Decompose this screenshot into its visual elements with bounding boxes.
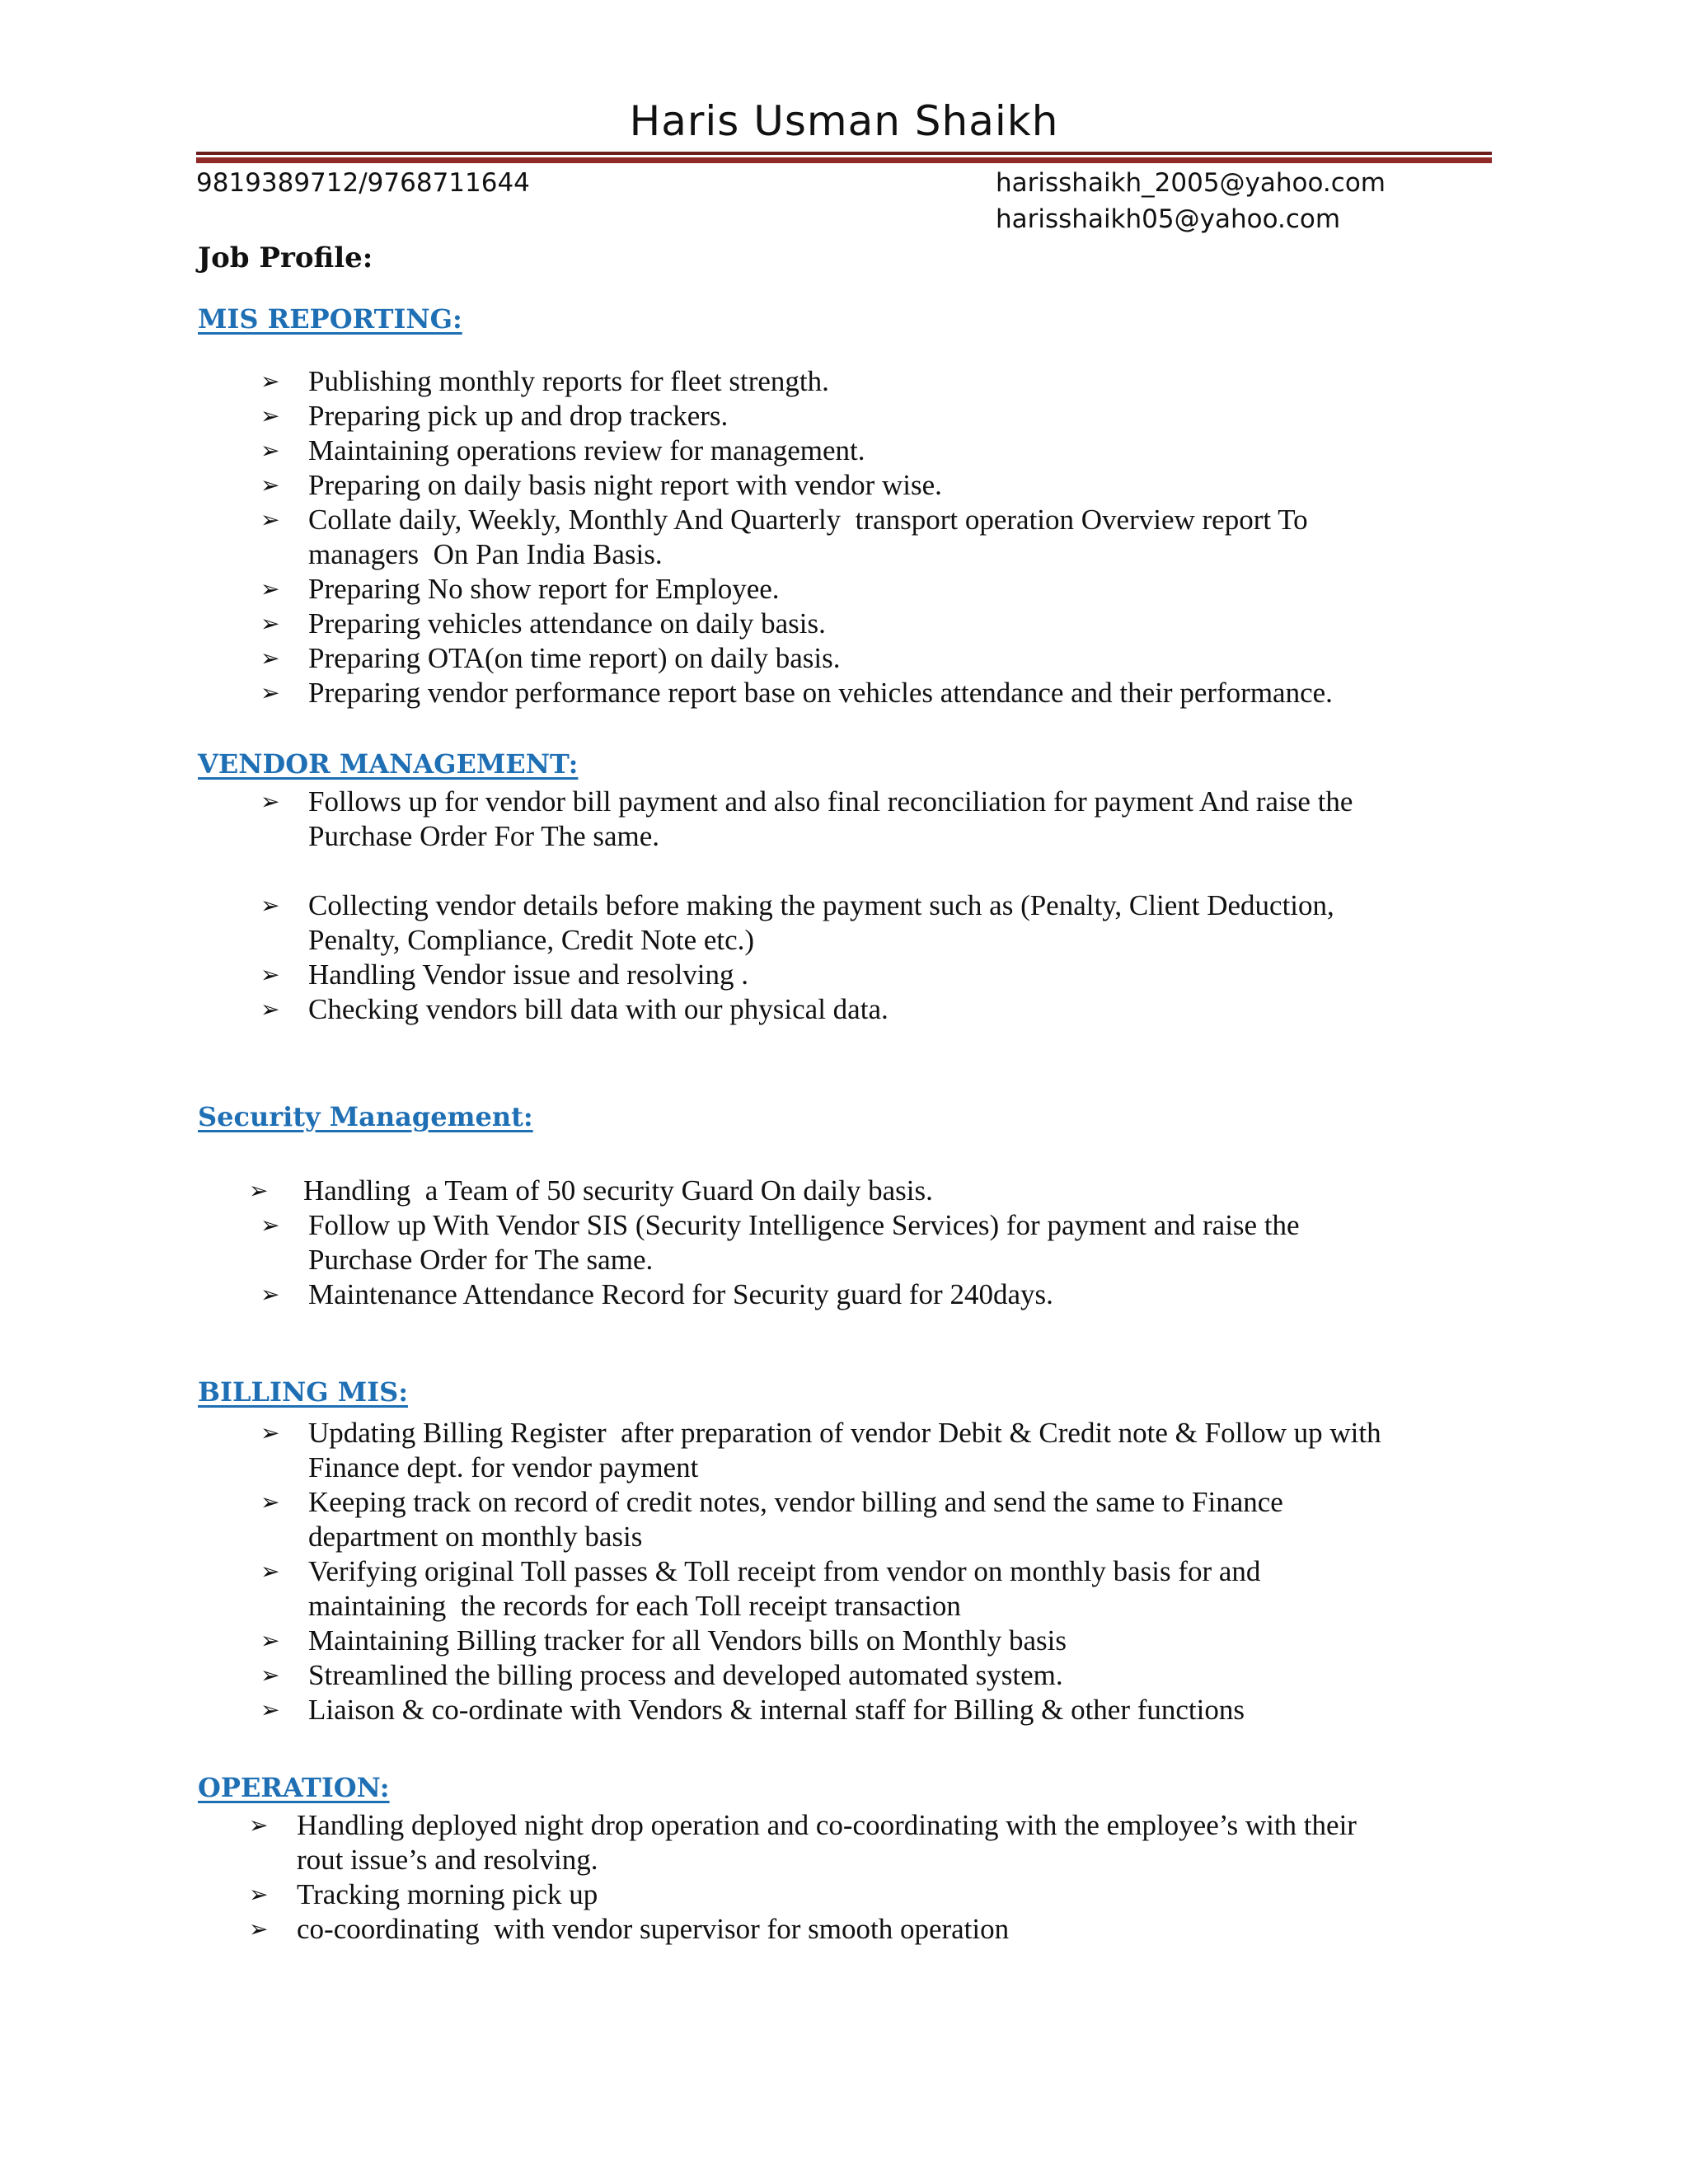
list-item: ➢ Collate daily, Weekly, Monthly And Quarterly transport operation Overview report To managers On Pan India Basis. bbox=[260, 504, 1315, 570]
list-item: ➢ Preparing No show report for Employee. bbox=[260, 573, 780, 605]
list-item: ➢ Handling deployed night drop operation and co-coordinating with the employee’s with their rout issue’s and resolving. bbox=[249, 1809, 1364, 1876]
arrowhead-bullet-icon: ➢ bbox=[260, 575, 280, 602]
arrowhead-bullet-icon: ➢ bbox=[260, 1696, 280, 1723]
section-title-mis-reporting: MIS REPORTING: bbox=[198, 303, 462, 335]
arrowhead-bullet-icon: ➢ bbox=[249, 1881, 269, 1908]
divider-thin-line bbox=[196, 152, 1492, 155]
arrowhead-bullet-icon: ➢ bbox=[260, 996, 280, 1023]
arrowhead-bullet-icon: ➢ bbox=[260, 1558, 280, 1585]
operation-list bbox=[196, 1808, 1400, 1947]
list-item: ➢ Follow up With Vendor SIS (Security Intelligence Services) for payment and raise the Purchase Order for The same. bbox=[260, 1209, 1307, 1276]
list-item: ➢ Collecting vendor details before making the payment such as (Penalty, Client Deduction, Penalty, Compliance, Credit Note etc.) bbox=[260, 889, 1342, 956]
candidate-name: Haris Usman Shaikh bbox=[629, 97, 1059, 145]
job-profile-heading: Job Profile: bbox=[198, 241, 373, 274]
arrowhead-bullet-icon: ➢ bbox=[260, 1212, 280, 1239]
list-item: ➢ Tracking morning pick up bbox=[249, 1878, 598, 1910]
phone-number: 9819389712/9768711644 bbox=[196, 168, 530, 198]
list-item: ➢ Maintaining operations review for management. bbox=[260, 434, 865, 466]
billing-mis-list bbox=[196, 1416, 1400, 1727]
vendor-management-list bbox=[196, 785, 1400, 1027]
arrowhead-bullet-icon: ➢ bbox=[260, 471, 280, 499]
arrowhead-bullet-icon: ➢ bbox=[260, 1661, 280, 1689]
arrowhead-bullet-icon: ➢ bbox=[260, 1627, 280, 1654]
list-item: ➢ Follows up for vendor bill payment and also final reconciliation for payment And raise the Purchase Order For The same. bbox=[260, 785, 1361, 852]
arrowhead-bullet-icon: ➢ bbox=[260, 788, 280, 815]
arrowhead-bullet-icon: ➢ bbox=[260, 961, 280, 988]
list-item: ➢ Updating Billing Register after preparation of vendor Debit & Credit note & Follow up with Finance dept. for vendor payment bbox=[260, 1417, 1389, 1483]
list-item: ➢ Handling a Team of 50 security Guard On daily basis. bbox=[249, 1174, 933, 1207]
list-item: ➢ Maintenance Attendance Record for Security guard for 240days. bbox=[260, 1278, 1053, 1310]
section-title-operation: OPERATION: bbox=[198, 1772, 390, 1803]
list-item: ➢ Publishing monthly reports for fleet strength. bbox=[260, 365, 829, 397]
list-item: ➢ Verifying original Toll passes & Toll receipt from vendor on monthly basis for and maintaining the records for each Toll receipt transaction bbox=[260, 1555, 1268, 1622]
arrowhead-bullet-icon: ➢ bbox=[260, 437, 280, 464]
arrowhead-bullet-icon: ➢ bbox=[260, 610, 280, 637]
arrowhead-bullet-icon: ➢ bbox=[260, 1488, 280, 1516]
section-title-vendor-management: VENDOR MANAGEMENT: bbox=[198, 748, 579, 780]
arrowhead-bullet-icon: ➢ bbox=[249, 1915, 269, 1943]
arrowhead-bullet-icon: ➢ bbox=[260, 679, 280, 706]
header-divider bbox=[196, 152, 1492, 163]
list-item: ➢ Preparing vehicles attendance on daily basis. bbox=[260, 607, 826, 640]
list-item: ➢ Preparing OTA(on time report) on daily basis. bbox=[260, 642, 841, 674]
email-primary: harisshaikh_2005@yahoo.com bbox=[996, 168, 1386, 198]
section-title-security-management: Security Management: bbox=[198, 1101, 533, 1132]
section-title-billing-mis: BILLING MIS: bbox=[198, 1376, 409, 1408]
list-item: ➢ Liaison & co-ordinate with Vendors & internal staff for Billing & other functions bbox=[260, 1694, 1245, 1726]
mis-reporting-list bbox=[196, 364, 1400, 710]
list-item: ➢ Checking vendors bill data with our physical data. bbox=[260, 993, 889, 1025]
list-item: ➢ Maintaining Billing tracker for all Vendors bills on Monthly basis bbox=[260, 1624, 1067, 1657]
list-item: ➢ Streamlined the billing process and developed automated system. bbox=[260, 1659, 1063, 1691]
arrowhead-bullet-icon: ➢ bbox=[260, 1281, 280, 1308]
arrowhead-bullet-icon: ➢ bbox=[260, 506, 280, 533]
arrowhead-bullet-icon: ➢ bbox=[260, 402, 280, 429]
divider-thick-line bbox=[196, 157, 1492, 163]
arrowhead-bullet-icon: ➢ bbox=[260, 1419, 280, 1446]
arrowhead-bullet-icon: ➢ bbox=[260, 644, 280, 672]
list-item: ➢ Preparing pick up and drop trackers. bbox=[260, 400, 729, 432]
arrowhead-bullet-icon: ➢ bbox=[260, 368, 280, 395]
security-management-list bbox=[196, 1174, 1400, 1312]
arrowhead-bullet-icon: ➢ bbox=[249, 1811, 269, 1839]
arrowhead-bullet-icon: ➢ bbox=[260, 892, 280, 919]
list-item: ➢ Handling Vendor issue and resolving . bbox=[260, 958, 749, 991]
arrowhead-bullet-icon: ➢ bbox=[249, 1177, 269, 1204]
email-secondary: harisshaikh05@yahoo.com bbox=[996, 204, 1341, 234]
list-item: ➢ Keeping track on record of credit notes, vendor billing and send the same to Finance department on monthly basis bbox=[260, 1486, 1291, 1553]
list-item: ➢ Preparing vendor performance report base on vehicles attendance and their performance. bbox=[260, 677, 1333, 709]
list-item: ➢ co-coordinating with vendor supervisor for smooth operation bbox=[249, 1913, 1010, 1945]
list-item: ➢ Preparing on daily basis night report with vendor wise. bbox=[260, 469, 942, 501]
